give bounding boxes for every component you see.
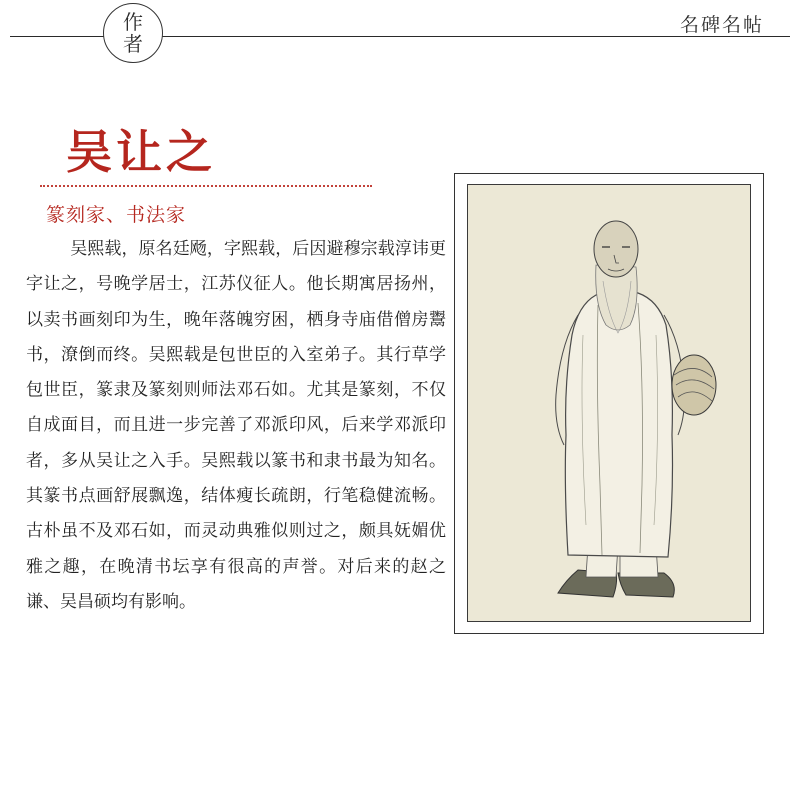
author-name: 吴让之 xyxy=(66,125,216,179)
brand-label: 名碑名帖 xyxy=(679,14,764,36)
seal-char-bottom: 者 xyxy=(123,32,143,56)
author-biography xyxy=(26,232,446,620)
author-section-seal xyxy=(103,3,163,63)
biography-text: 吴熙载，原名廷飏，字熙载，后因避穆宗载淳讳更字让之，号晚学居士，江苏仪征人。他长期寓居扬州，以卖书画刻印为生，晚年落魄穷困，栖身寺庙借僧房鬻书，潦倒而终。吴熙载是包世臣的入室弟子。其行草学包世臣，篆隶及篆刻则师法邓石如。尤其是篆刻，不仅自成面目，而且进一步完善了邓派印风，后来学邓派印者，多从吴让之入手。吴熙载以篆书和隶书最为知名。其篆书点画舒展飘逸，结体瘦长疏朗，行笔稳健流畅。古朴虽不及邓石如，而灵动典雅似则过之，颇具妩媚优雅之趣，在晚清书坛享有很高的声誉。对后来的赵之谦、吴昌硕均有影响。 xyxy=(26,239,446,612)
scholar-portrait-illustration xyxy=(468,185,751,622)
author-subtitle: 篆刻家、书法家 xyxy=(46,204,187,226)
seal-char-top: 作 xyxy=(123,10,143,34)
title-dotted-rule xyxy=(40,185,372,187)
portrait-frame xyxy=(454,173,764,634)
portrait-image xyxy=(467,184,751,622)
